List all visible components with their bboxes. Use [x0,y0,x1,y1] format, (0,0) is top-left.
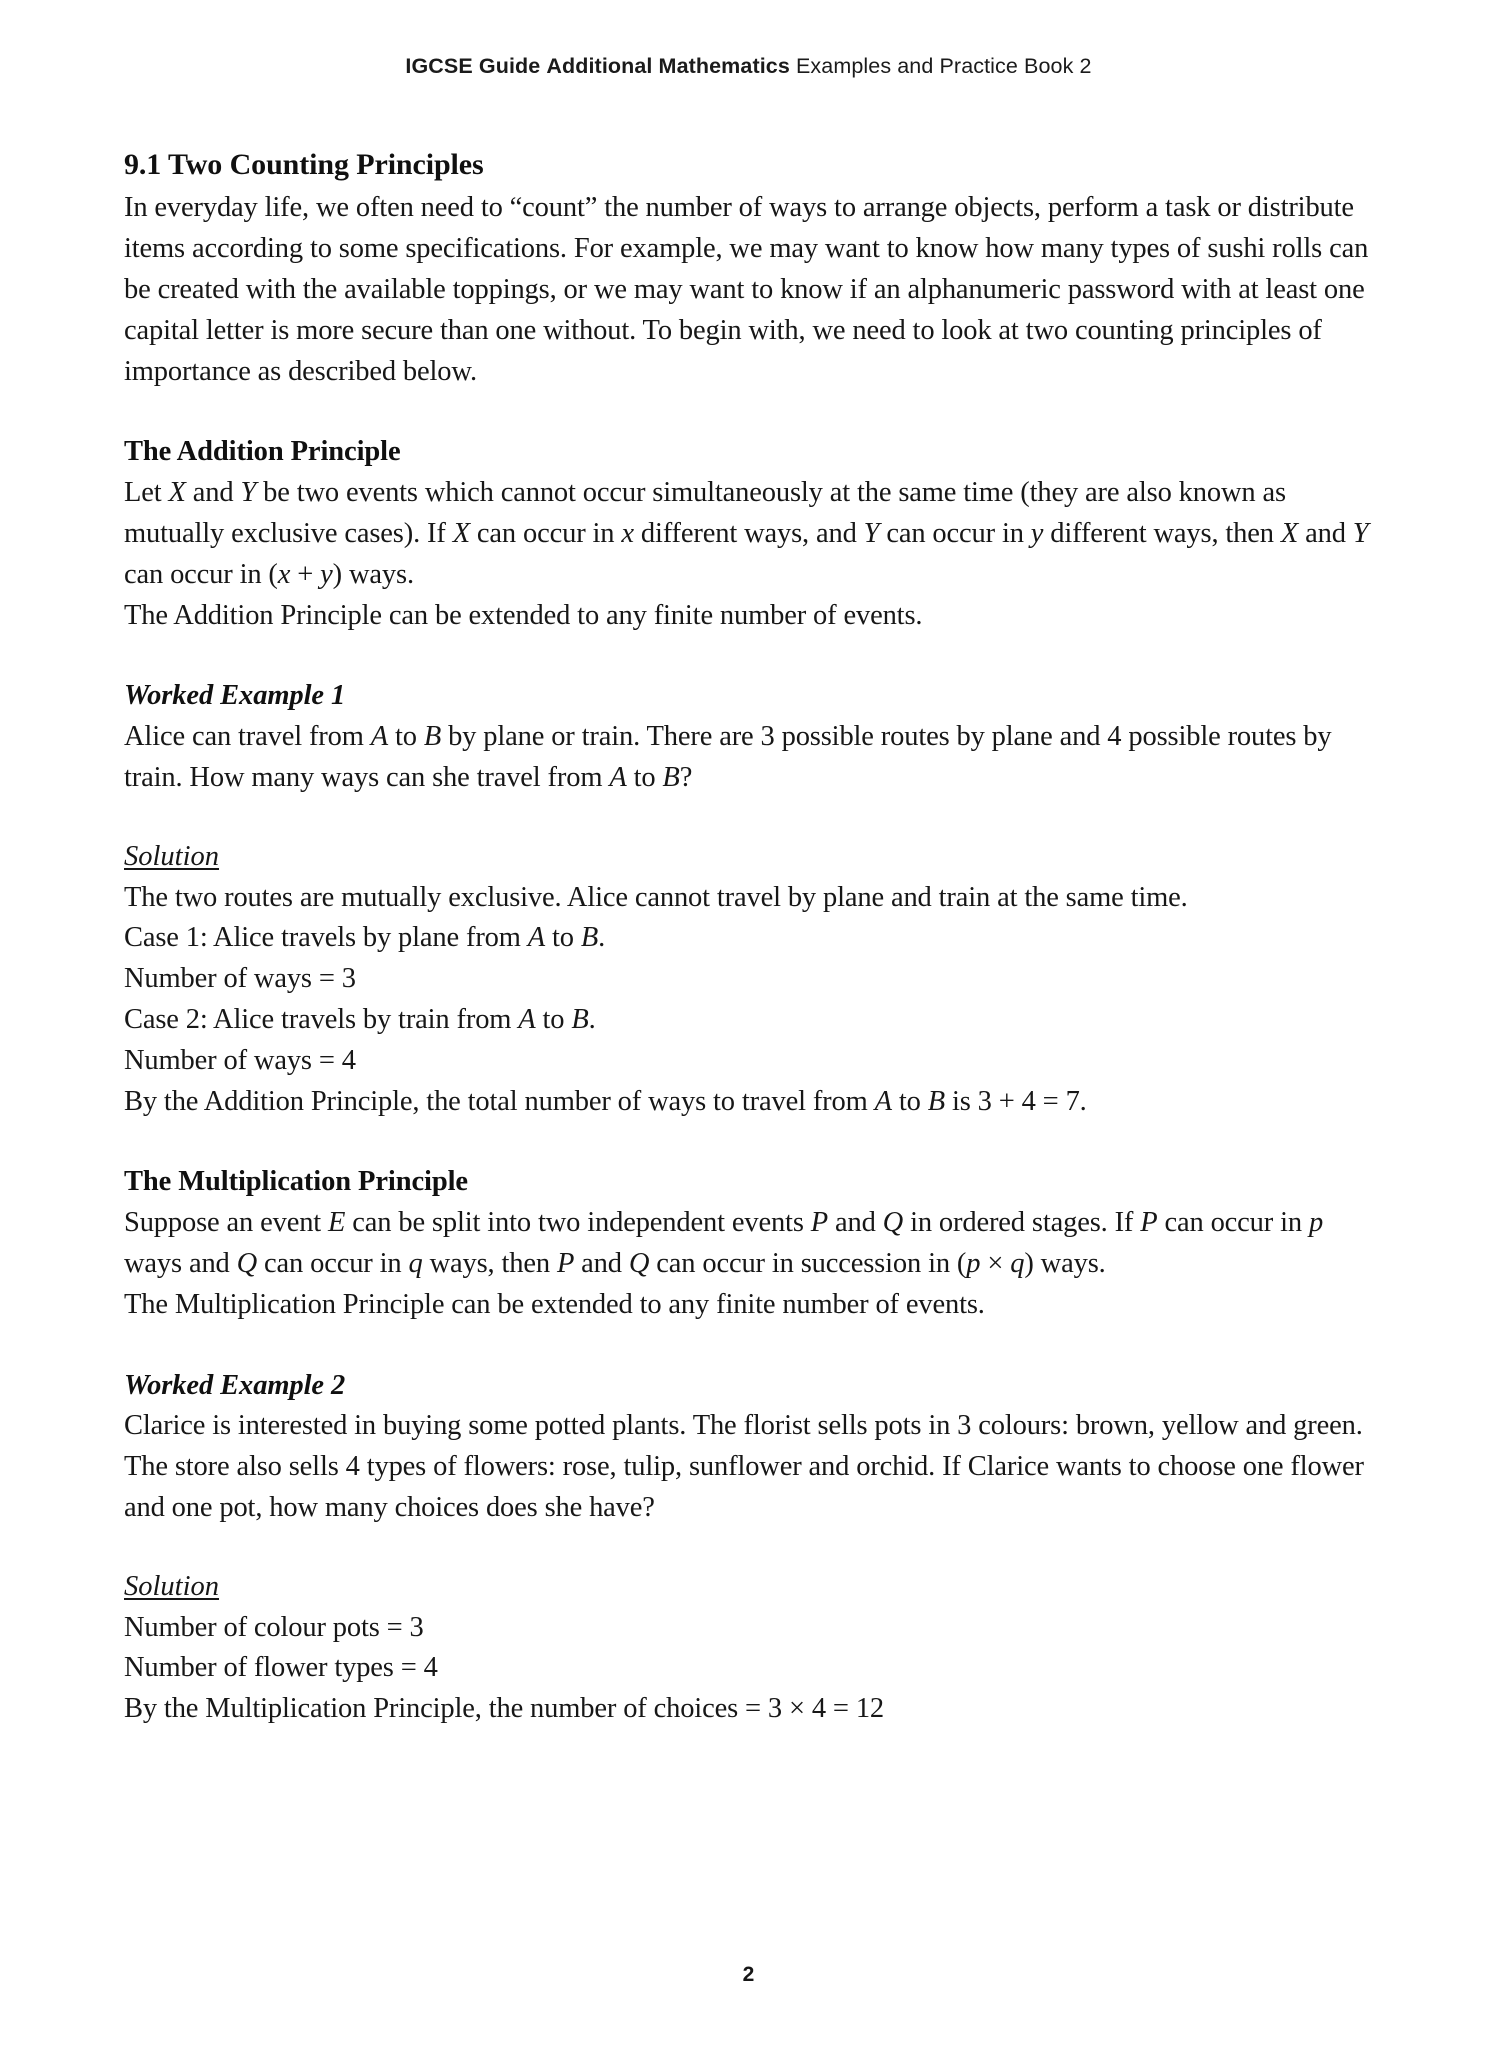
math-var-Y: Y [240,477,257,509]
worked-example-2-title: Worked Example 2 [124,1369,346,1401]
text-fragment: ) ways. [332,558,414,590]
text-fragment: and [185,477,241,509]
text-fragment: different ways, then [1043,517,1281,549]
multiplication-principle-statement [124,1203,1379,1285]
spacer [124,1122,1379,1162]
solution-2-line-3: By the Multiplication Principle, the number of choices = 3 × 4 = 12 [124,1693,885,1725]
text-fragment: by plane or train. There are 3 possible routes by plane and 4 possible routes by train. How many ways can she travel from [124,721,1332,793]
math-var-y: y [320,558,333,590]
heading-addition-principle: The Addition Principle [124,436,401,468]
math-var-q: q [408,1247,423,1279]
text-fragment: Case 1: Alice travels by plane from [124,922,528,954]
running-header-prefix: IGCSE Guide [405,54,547,78]
math-var-B: B [662,761,680,793]
solution-1-label-row [124,837,1379,878]
text-fragment: can occur in [1157,1207,1309,1239]
text-fragment: to [545,922,581,954]
math-var-y: y [1030,517,1044,549]
heading-multiplication-principle: The Multiplication Principle [124,1166,468,1198]
math-var-B: B [927,1085,945,1117]
text-fragment: and [1298,517,1353,549]
spacer [124,1529,1379,1567]
math-var-Y: Y [863,517,880,549]
text-fragment: . [598,922,606,954]
text-fragment: ) ways. [1024,1247,1106,1279]
multiplication-principle-extension: The Multiplication Principle can be extended to any finite number of events. [124,1288,985,1320]
math-var-A: A [527,922,546,954]
math-var-x: x [621,517,634,549]
worked-example-1-question [124,717,1379,799]
page-number: 2 [742,1963,755,1986]
text-fragment: be two events which cannot occur simultaneously at the same time (they are also known as mutually exclusive cases). If [124,477,1286,549]
text-fragment: By the Addition Principle, the total number of ways to travel from [124,1085,875,1117]
math-var-B: B [571,1003,589,1035]
solution-label: Solution [124,1570,220,1602]
addition-principle-extension: The Addition Principle can be extended to any finite number of events. [124,599,923,631]
text-fragment: different ways, and [633,517,864,549]
running-header-title: Additional Mathematics [546,54,790,78]
text-fragment: + [290,558,321,590]
solution-1-ways-2: Number of ways = 4 [124,1044,356,1076]
worked-example-2-question: Clarice is interested in buying some potted plants. The florist sells pots in 3 colours: brown, yellow and green. The store also sells 4 types of flowers: rose, tulip, sunflower and orchid. If Clarice wants to choose one flower and one pot, how many choices does she have? [124,1410,1364,1523]
math-var-P: P [810,1207,829,1239]
text-fragment: Case 2: Alice travels by train from [124,1003,519,1035]
solution-1-line-1: The two routes are mutually exclusive. Alice cannot travel by plane and train at the same time. [124,881,1188,913]
math-var-A: A [370,721,389,753]
text-fragment: can occur in [469,517,622,549]
text-fragment: Let [124,477,169,509]
text-fragment: ways, then [422,1247,557,1279]
text-fragment: and [828,1207,883,1239]
math-var-B: B [423,721,442,753]
math-var-Q: Q [628,1247,650,1279]
math-var-x: x [277,558,291,590]
solution-2-label-row [124,1567,1379,1608]
math-var-E: E [328,1207,346,1239]
math-var-X: X [452,517,470,549]
text-fragment: can occur in succession in ( [649,1247,967,1279]
math-var-A: A [874,1085,892,1117]
text-fragment: can occur in [257,1247,409,1279]
text-fragment: . [588,1003,596,1035]
solution-1-block [124,837,1379,1123]
math-var-P: P [1140,1207,1158,1239]
text-fragment: can occur in ( [124,558,278,590]
solution-1-conclusion [124,1082,1379,1123]
spacer [124,799,1379,837]
page-title: 9.1 Two Counting Principles [124,148,484,181]
text-fragment: is 3 + 4 = 7. [944,1085,1087,1117]
math-var-q: q [1010,1247,1025,1279]
text-fragment: to [626,761,663,793]
text-fragment: ? [679,761,693,793]
math-var-p: p [966,1247,981,1279]
page-content [124,146,1379,1730]
spacer [124,636,1379,676]
math-var-P: P [556,1247,575,1279]
math-var-Q: Q [236,1247,258,1279]
spacer [124,392,1379,432]
text-fragment: × [980,1247,1011,1279]
worked-example-1-title: Worked Example 1 [124,680,346,712]
addition-principle-statement [124,473,1379,595]
running-header-suffix: Examples and Practice Book 2 [789,54,1092,78]
text-fragment: to [388,721,424,753]
solution-label: Solution [124,840,220,872]
solution-1-ways-1: Number of ways = 3 [124,963,356,995]
solution-2-line-1: Number of colour pots = 3 [124,1611,424,1643]
text-fragment: to [535,1003,572,1035]
math-var-B: B [580,922,599,954]
intro-paragraph: In everyday life, we often need to “count” the number of ways to arrange objects, perform a task or distribute items according to some specifications. For example, we may want to know how many types of sushi rolls can be created with the available toppings, or we may want to know if an alphanumeric password with at least one capital letter is more secure than one without. To begin with, we need to look at two counting principles of importance as described below. [124,192,1369,387]
text-fragment: in ordered stages. If [903,1207,1141,1239]
math-var-A: A [518,1003,536,1035]
text-fragment: and [574,1247,629,1279]
math-var-Y: Y [1352,517,1369,549]
math-var-p: p [1308,1207,1324,1239]
text-fragment: Alice can travel from [124,721,371,753]
math-var-A: A [609,761,627,793]
math-var-Q: Q [882,1207,904,1239]
text-fragment: Suppose an event [124,1207,329,1239]
running-header [0,54,1497,79]
text-fragment: ways and [124,1247,237,1279]
solution-2-block [124,1567,1379,1730]
solution-1-case-1 [124,918,1379,959]
text-fragment: can be split into two independent events [345,1207,811,1239]
math-var-X: X [168,477,186,509]
math-var-X: X [1280,517,1299,549]
solution-2-line-2: Number of flower types = 4 [124,1652,438,1684]
text-fragment: can occur in [879,517,1031,549]
text-fragment: to [891,1085,928,1117]
solution-1-case-2 [124,1000,1379,1041]
spacer [124,1326,1379,1366]
